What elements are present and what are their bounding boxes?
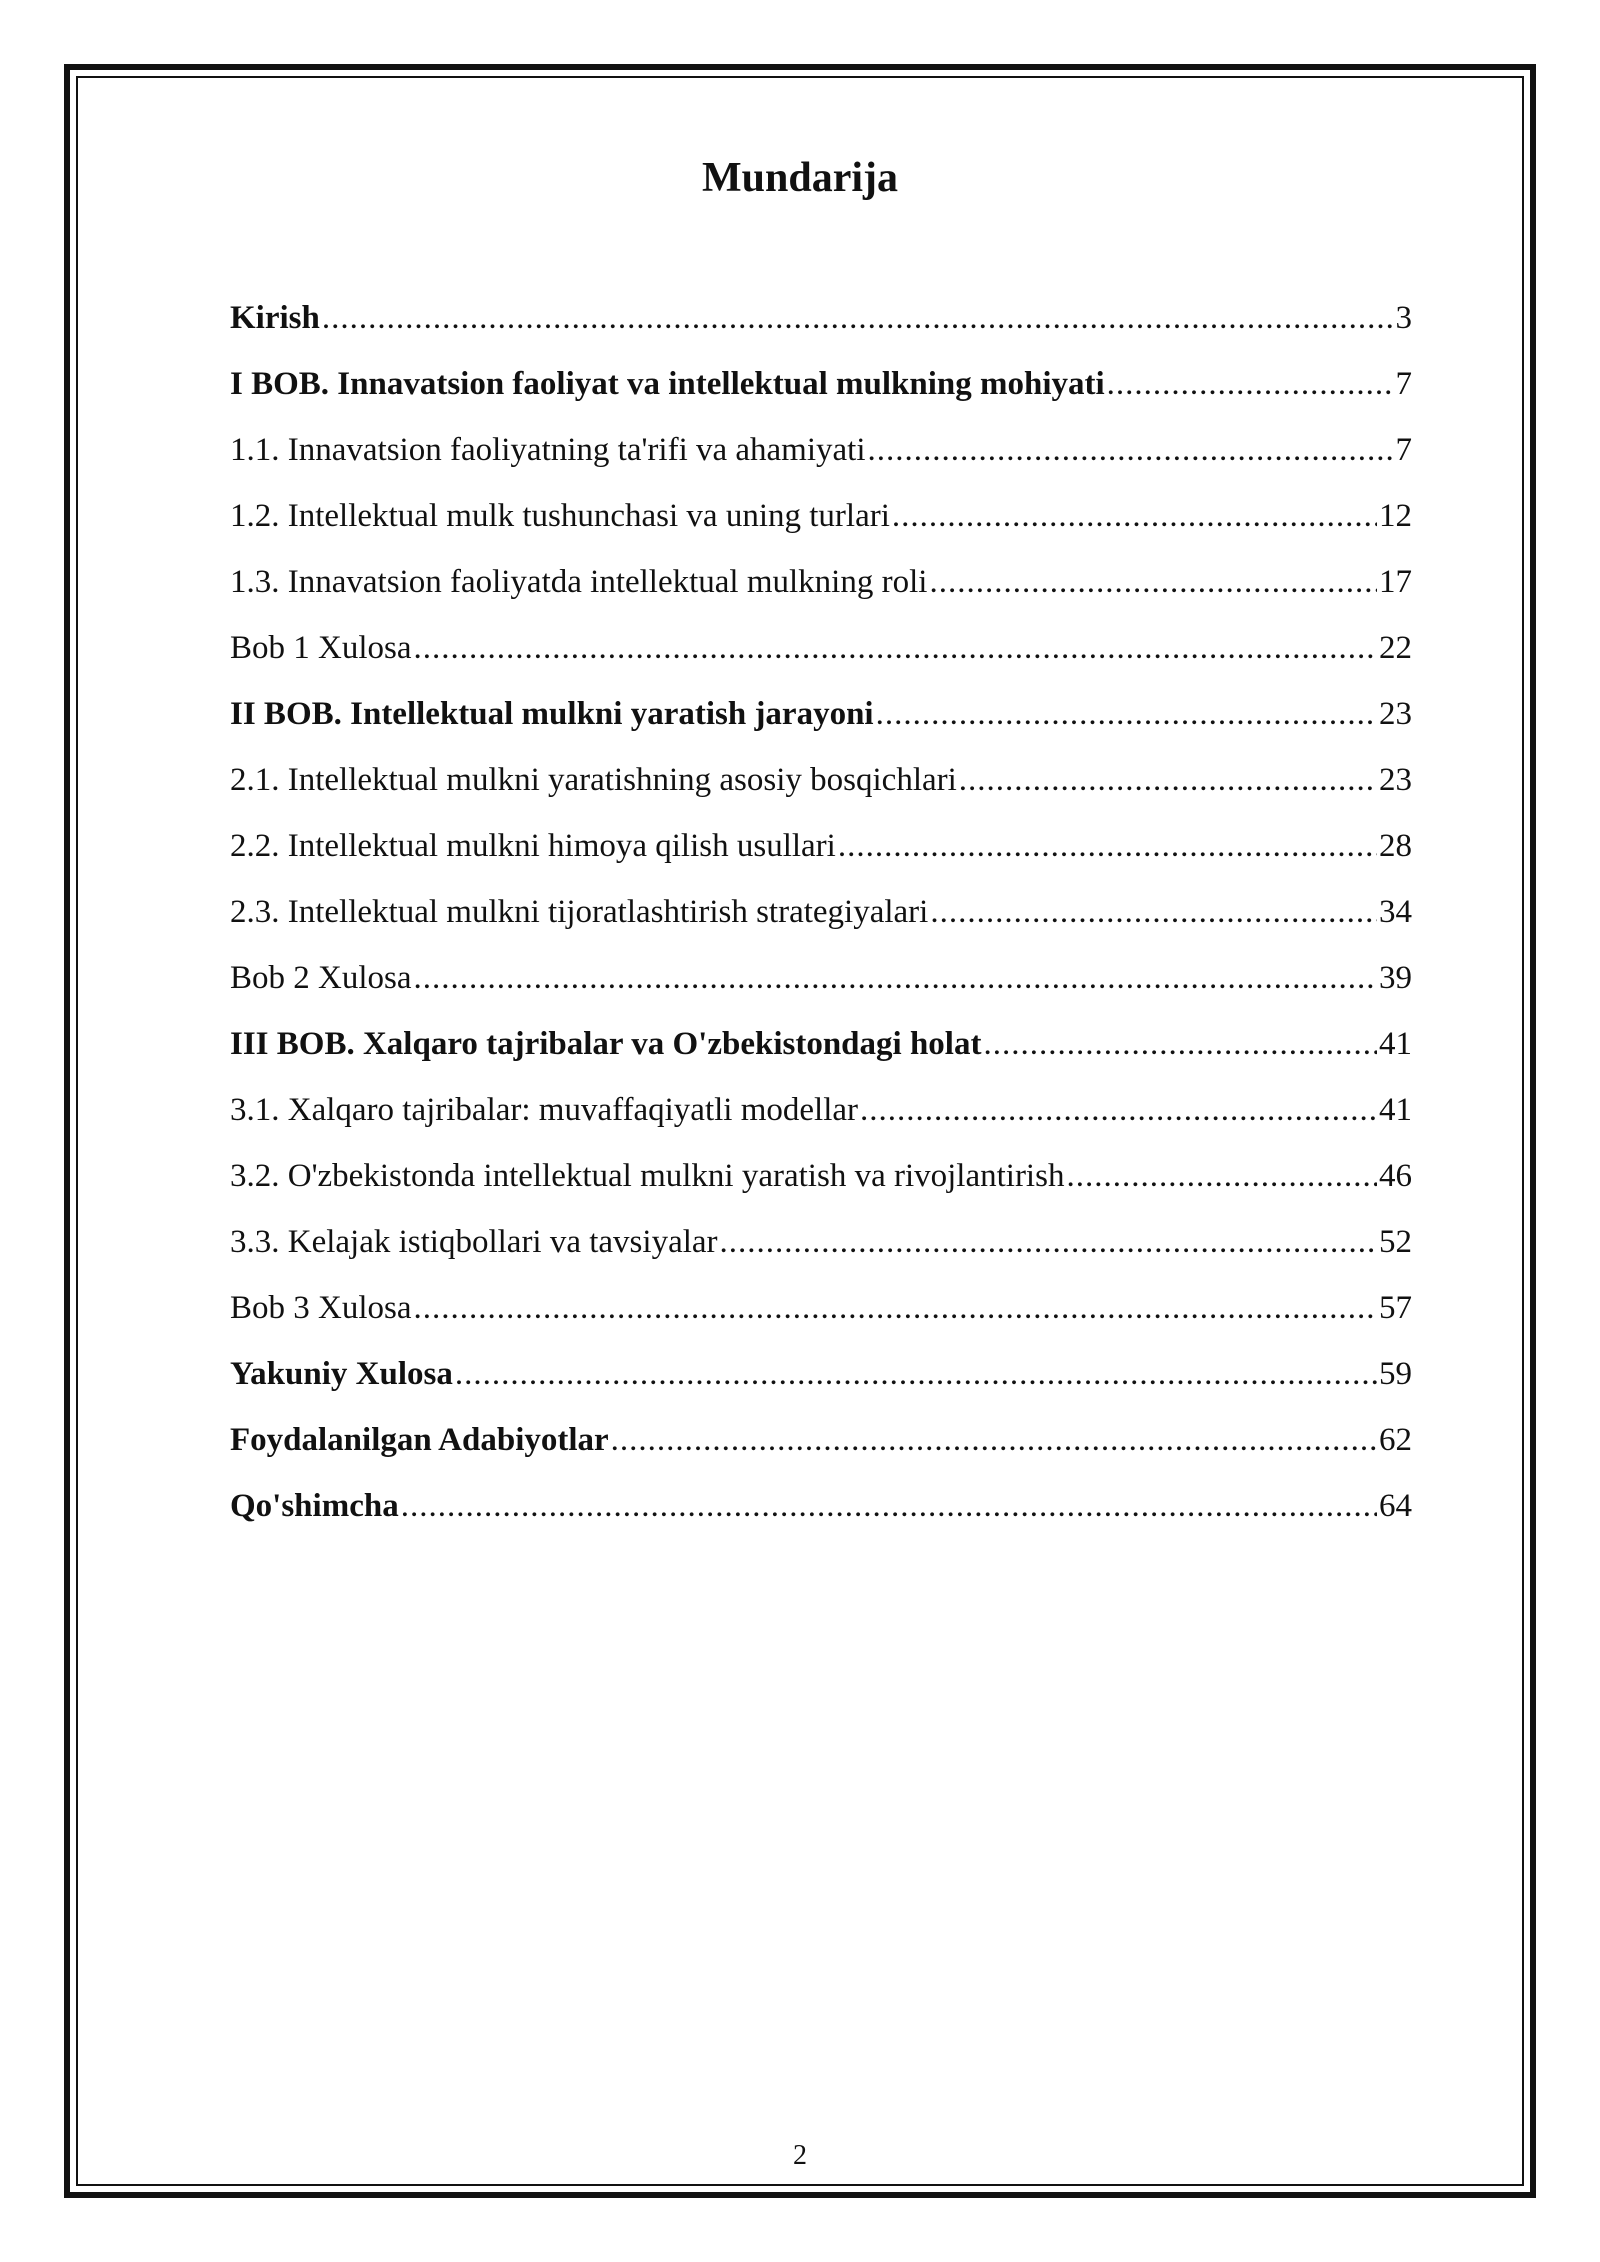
toc-entry-page: 62	[1379, 1421, 1412, 1458]
toc-leader-dots	[414, 1290, 1378, 1327]
toc-entry[interactable]	[230, 879, 1412, 945]
toc-leader-dots	[959, 762, 1377, 799]
toc-entry-label: Qo'shimcha	[230, 1487, 399, 1524]
toc-entry-label: Kirish	[230, 299, 320, 336]
toc-entry-label: Bob 3 Xulosa	[230, 1289, 412, 1326]
toc-entry-page: 59	[1379, 1355, 1412, 1392]
toc-entry[interactable]	[230, 945, 1412, 1011]
toc-entry-label: 1.2. Intellektual mulk tushunchasi va uning turlari	[230, 497, 890, 534]
toc-entry-page: 41	[1379, 1025, 1412, 1062]
toc-leader-dots	[1107, 366, 1394, 403]
toc-entry-page: 46	[1379, 1157, 1412, 1194]
toc-entry[interactable]	[230, 285, 1412, 351]
toc-entry-label: Foydalanilgan Adabiyotlar	[230, 1421, 609, 1458]
toc-leader-dots	[983, 1026, 1377, 1063]
page-number: 2	[793, 2140, 807, 2171]
page-title: Mundarija	[701, 155, 898, 201]
toc-entry[interactable]	[230, 681, 1412, 747]
toc-entry-page: 3	[1395, 299, 1412, 336]
toc-leader-dots	[892, 498, 1377, 535]
toc-entry[interactable]	[230, 417, 1412, 483]
toc-entry[interactable]	[230, 1341, 1412, 1407]
toc-entry-page: 39	[1379, 959, 1412, 996]
toc-leader-dots	[414, 960, 1378, 997]
toc-leader-dots	[611, 1422, 1377, 1459]
toc-entry[interactable]	[230, 1077, 1412, 1143]
toc-entry-label: 3.2. O'zbekistonda intellektual mulkni yaratish va rivojlantirish	[230, 1157, 1065, 1194]
toc-entry-page: 41	[1379, 1091, 1412, 1128]
toc-entry[interactable]	[230, 1407, 1412, 1473]
toc-entry-page: 52	[1379, 1223, 1412, 1260]
toc-entry-page: 28	[1379, 827, 1412, 864]
toc-entry-label: 2.2. Intellektual mulkni himoya qilish usullari	[230, 827, 836, 864]
toc-leader-dots	[720, 1224, 1377, 1261]
toc-entry-page: 23	[1379, 761, 1412, 798]
toc-entry[interactable]	[230, 1011, 1412, 1077]
toc-leader-dots	[930, 894, 1377, 931]
toc-leader-dots	[414, 630, 1378, 667]
toc-leader-dots	[322, 300, 1394, 337]
toc-entry-page: 22	[1379, 629, 1412, 666]
toc-entry[interactable]	[230, 483, 1412, 549]
toc-entry[interactable]	[230, 615, 1412, 681]
toc-leader-dots	[401, 1488, 1377, 1525]
toc-entry-label: II BOB. Intellektual mulkni yaratish jarayoni	[230, 695, 874, 732]
toc-entry-page: 12	[1379, 497, 1412, 534]
toc-leader-dots	[838, 828, 1377, 865]
toc-entry-page: 23	[1379, 695, 1412, 732]
toc-entry-label: I BOB. Innavatsion faoliyat va intellektual mulkning mohiyati	[230, 365, 1105, 402]
toc-entry-page: 57	[1379, 1289, 1412, 1326]
toc-leader-dots	[1066, 1158, 1377, 1195]
toc-leader-dots	[876, 696, 1377, 733]
toc-leader-dots	[860, 1092, 1377, 1129]
toc-entry[interactable]	[230, 1473, 1412, 1539]
toc-entry[interactable]	[230, 1275, 1412, 1341]
toc-entry-page: 64	[1379, 1487, 1412, 1524]
toc-entry[interactable]	[230, 351, 1412, 417]
toc-leader-dots	[929, 564, 1377, 601]
toc-entry-label: Bob 2 Xulosa	[230, 959, 412, 996]
toc-entry-label: III BOB. Xalqaro tajribalar va O'zbekistondagi holat	[230, 1025, 982, 1062]
toc-entry-label: 3.1. Xalqaro tajribalar: muvaffaqiyatli modellar	[230, 1091, 858, 1128]
toc-entry-page: 17	[1379, 563, 1412, 600]
toc-entry-page: 7	[1395, 365, 1412, 402]
toc-entry[interactable]	[230, 813, 1412, 879]
toc-entry-page: 34	[1379, 893, 1412, 930]
toc-entry-page: 7	[1395, 431, 1412, 468]
toc-leader-dots	[868, 432, 1394, 469]
toc-entry-label: Bob 1 Xulosa	[230, 629, 412, 666]
toc-entry-label: Yakuniy Xulosa	[230, 1355, 453, 1392]
toc-leader-dots	[455, 1356, 1377, 1393]
toc-entry[interactable]	[230, 747, 1412, 813]
toc-entry-label: 1.1. Innavatsion faoliyatning ta'rifi va ahamiyati	[230, 431, 866, 468]
toc-entry-label: 2.3. Intellektual mulkni tijoratlashtirish strategiyalari	[230, 893, 929, 930]
toc-entry[interactable]	[230, 1143, 1412, 1209]
toc-entry-label: 2.1. Intellektual mulkni yaratishning asosiy bosqichlari	[230, 761, 957, 798]
toc-entry[interactable]	[230, 549, 1412, 615]
toc-entry-label: 3.3. Kelajak istiqbollari va tavsiyalar	[230, 1223, 718, 1260]
toc-entry-label: 1.3. Innavatsion faoliyatda intellektual mulkning roli	[230, 563, 928, 600]
toc-entry[interactable]	[230, 1209, 1412, 1275]
table-of-contents	[230, 285, 1412, 1539]
